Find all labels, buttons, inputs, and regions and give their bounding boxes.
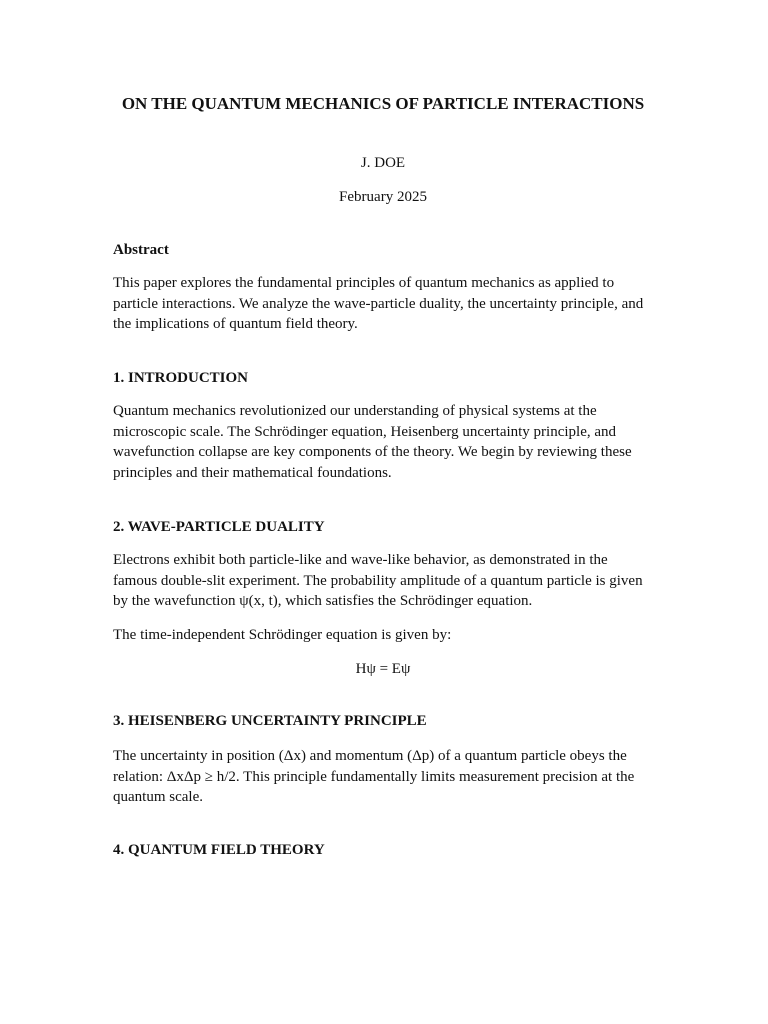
abstract-heading: Abstract xyxy=(113,242,169,258)
schrodinger-equation: Hψ = Eψ xyxy=(355,661,411,677)
paper-title: ON THE QUANTUM MECHANICS OF PARTICLE INTERACTIONS xyxy=(121,94,645,113)
uncertainty-paragraph: The uncertainty in position (Δx) and momentum (Δp) of a quantum particle obeys the relation: ΔxΔp ≥ h/2. This principle fundamentally limits measurement precision at the quantum scale. xyxy=(113,748,635,806)
section-heading-wave-particle-duality: 2. WAVE-PARTICLE DUALITY xyxy=(113,519,325,535)
introduction-paragraph: Quantum mechanics revolutionized our understanding of physical systems at the microscopic scale. The Schrödinger equation, Heisenberg uncertainty principle, and wavefunction collapse are key components of the theory. We begin by reviewing these principles and their mathematical foundations. xyxy=(113,403,632,482)
wave-particle-paragraph: Electrons exhibit both particle-like and wave-like behavior, as demonstrated in the famous double-slit experiment. The probability amplitude of a quantum particle is given by the wavefunction ψ(x, t), which satisfies the Schrödinger equation. xyxy=(113,552,643,610)
abstract-text: This paper explores the fundamental principles of quantum mechanics as applied to particle interactions. We analyze the wave-particle duality, the uncertainty principle, and the implications of quantum field theory. xyxy=(113,275,644,333)
section-heading-uncertainty-principle: 3. HEISENBERG UNCERTAINTY PRINCIPLE xyxy=(113,713,427,729)
paper-date: February 2025 xyxy=(339,189,427,205)
section-heading-quantum-field-theory: 4. QUANTUM FIELD THEORY xyxy=(113,842,325,858)
equation-intro-paragraph: The time-independent Schrödinger equation is given by: xyxy=(113,627,452,643)
section-heading-introduction: 1. INTRODUCTION xyxy=(113,370,249,386)
paper-author: J. DOE xyxy=(360,155,406,171)
